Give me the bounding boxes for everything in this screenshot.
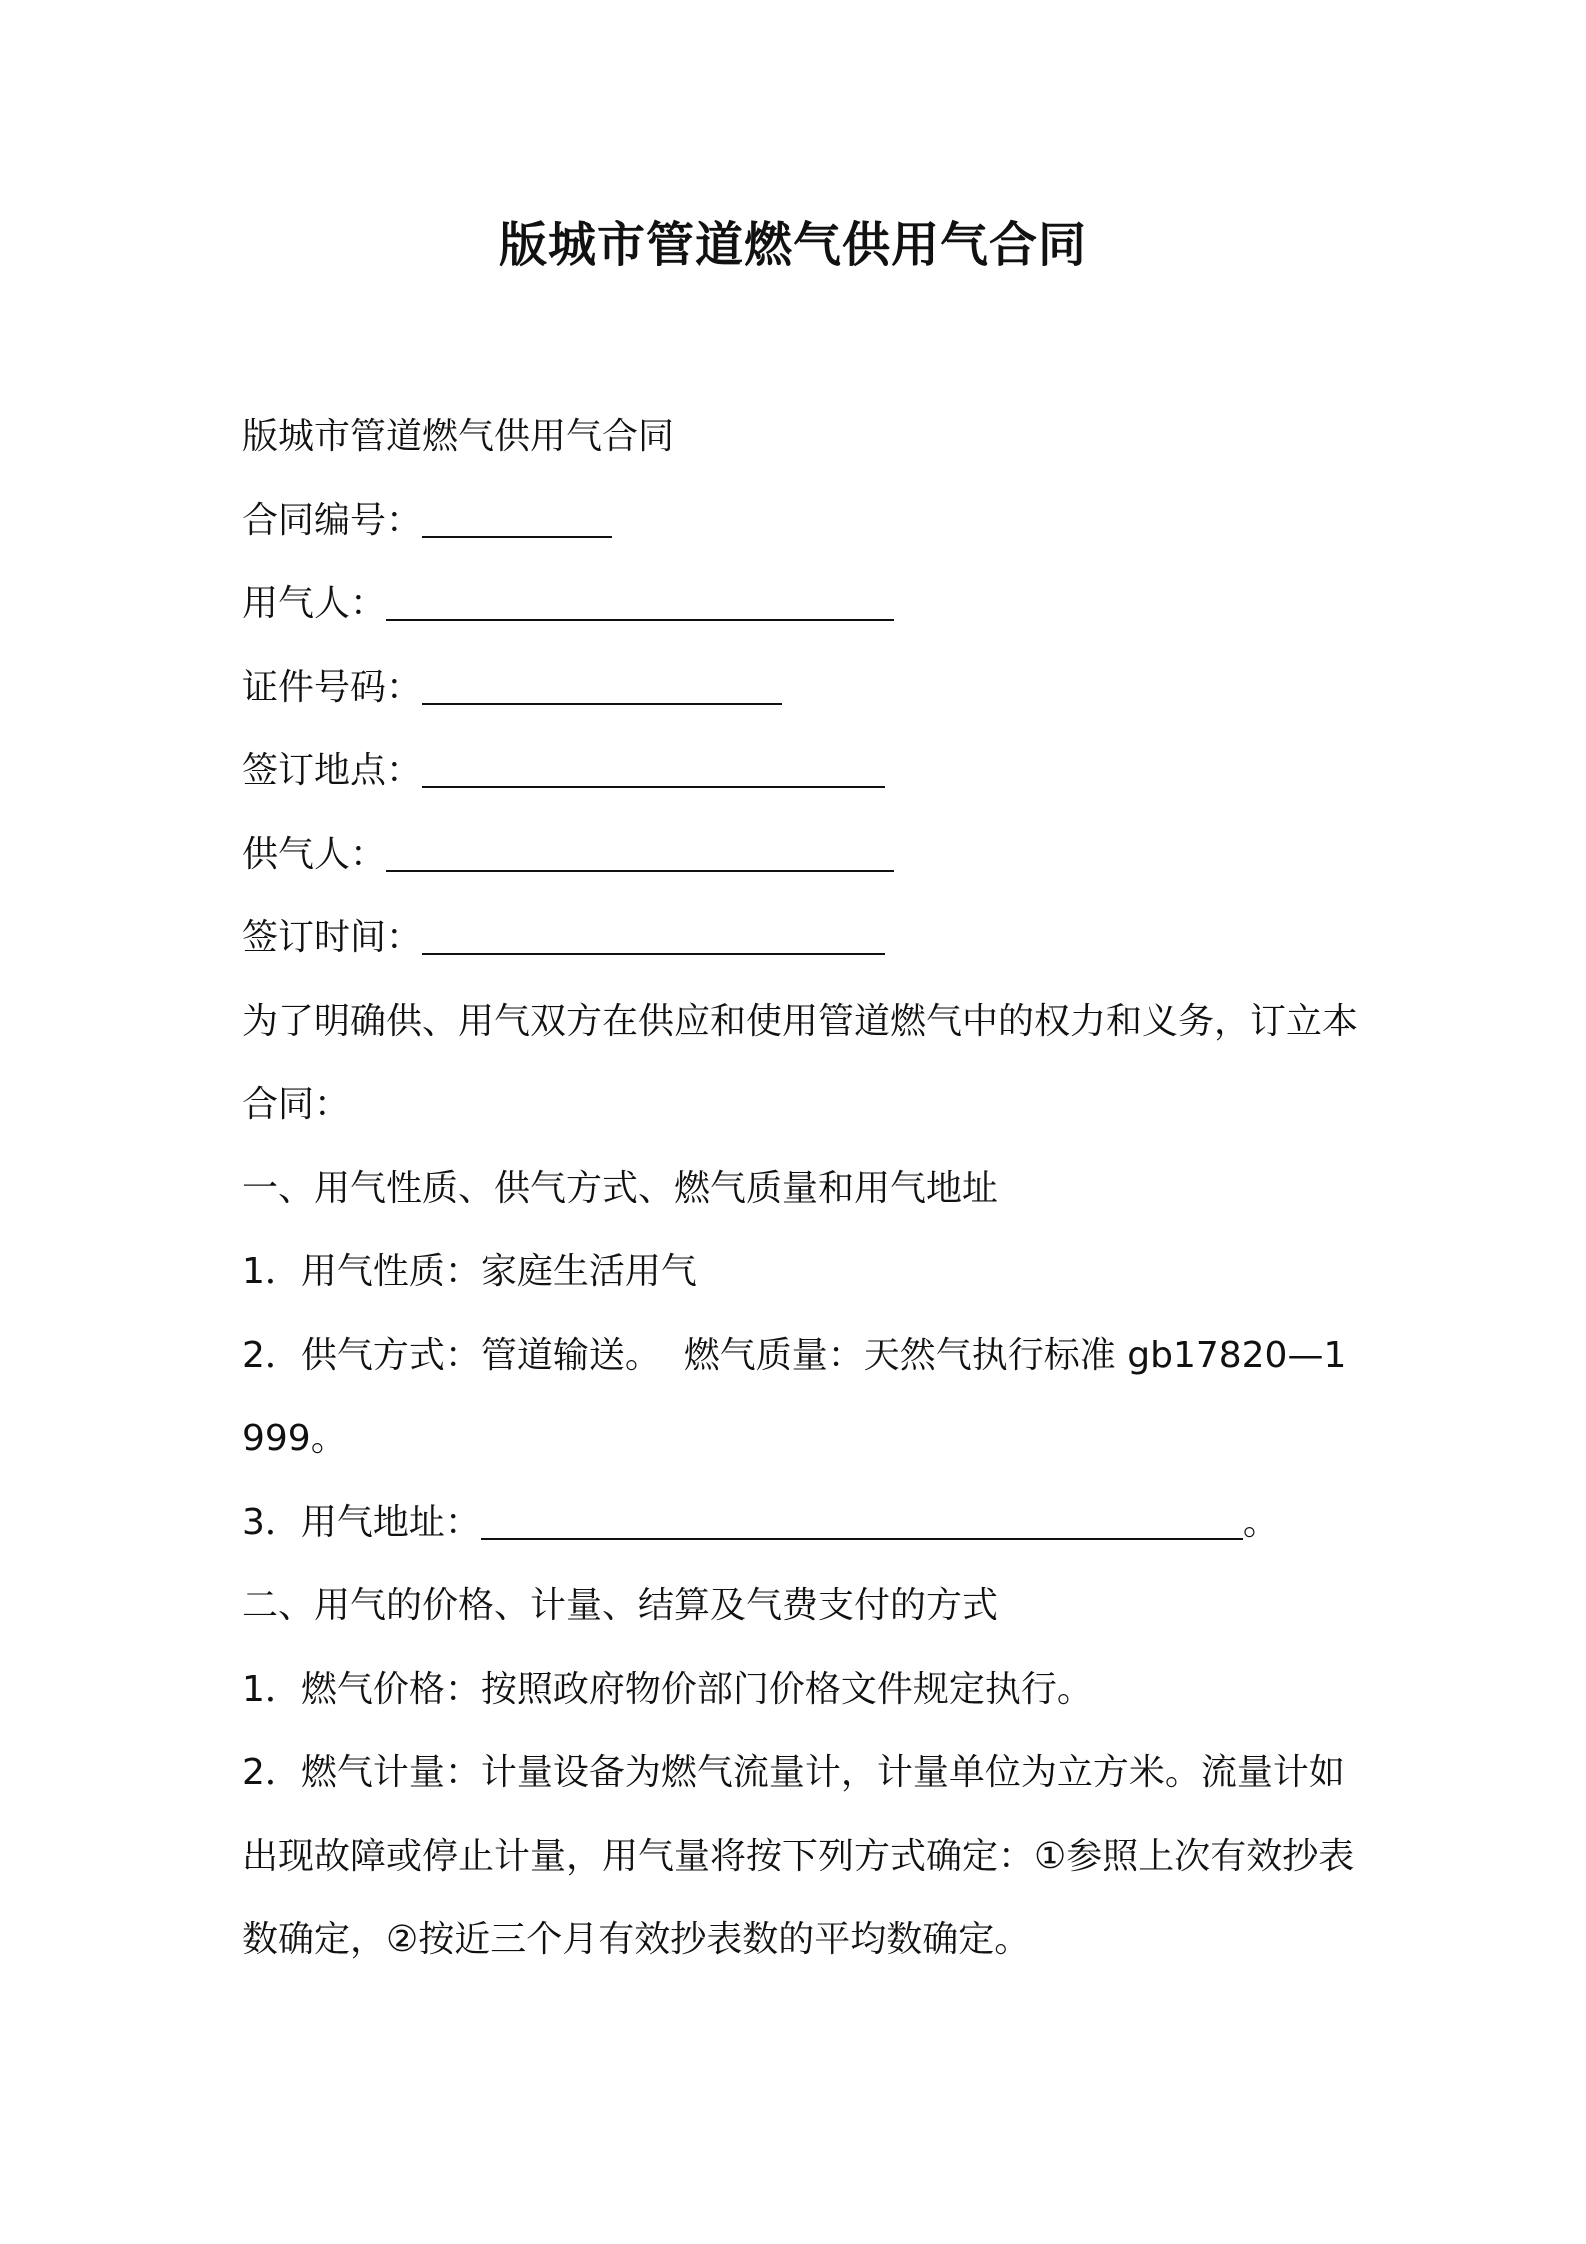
id-no-blank <box>422 667 782 705</box>
document-body <box>242 395 1362 1982</box>
user-line <box>242 562 1362 646</box>
address-blank <box>481 1502 1243 1540</box>
id-no-line <box>242 646 1362 730</box>
sign-time-blank <box>422 917 885 955</box>
section-1-heading: 一、用气性质、供气方式、燃气质量和用气地址 <box>242 1167 999 1209</box>
sign-place-label: 签订地点： <box>242 750 423 791</box>
sign-time-line <box>242 896 1362 980</box>
document-title: 版城市管道燃气供用气合同 <box>498 217 1087 273</box>
document-subtitle: 版城市管道燃气供用气合同 <box>242 416 675 457</box>
user-blank <box>386 583 894 621</box>
sign-place-blank <box>422 750 885 788</box>
contract-no-label: 合同编号： <box>242 499 423 541</box>
address-label: 3．用气地址： <box>242 1501 481 1543</box>
intro-paragraph: 为了明确供、用气双方在供应和使用管道燃气中的权力和义务，订立本合同： <box>242 1000 1359 1125</box>
sign-time-label: 签订时间： <box>242 917 423 958</box>
supplier-label: 供气人： <box>242 833 387 875</box>
supplier-line <box>242 813 1362 897</box>
address-end: 。 <box>1242 1501 1279 1543</box>
section-1-item-3 <box>242 1481 1362 1565</box>
section-1-item-2: 2．供气方式：管道输送。 燃气质量：天然气执行标准 gb17820—1999。 <box>242 1334 1347 1459</box>
section-2-heading: 二、用气的价格、计量、结算及气费支付的方式 <box>242 1585 999 1626</box>
user-label: 用气人： <box>242 583 387 624</box>
section-2-item-2: 2．燃气计量：计量设备为燃气流量计，计量单位为立方米。流量计如出现故障或停止计量，用气量将按下列方式确定：①参照上次有效抄表数确定，②按近三个月有效抄表数的平均数确定。 <box>242 1752 1355 1960</box>
supplier-blank <box>386 834 894 872</box>
section-2-item-1: 1．燃气价格：按照政府物价部门价格文件规定执行。 <box>242 1668 1093 1710</box>
contract-no-line <box>242 479 1362 563</box>
id-no-label: 证件号码： <box>242 666 423 708</box>
section-1-item-1: 1．用气性质：家庭生活用气 <box>242 1251 697 1292</box>
sign-place-line <box>242 729 1362 813</box>
contract-no-blank <box>422 500 612 538</box>
